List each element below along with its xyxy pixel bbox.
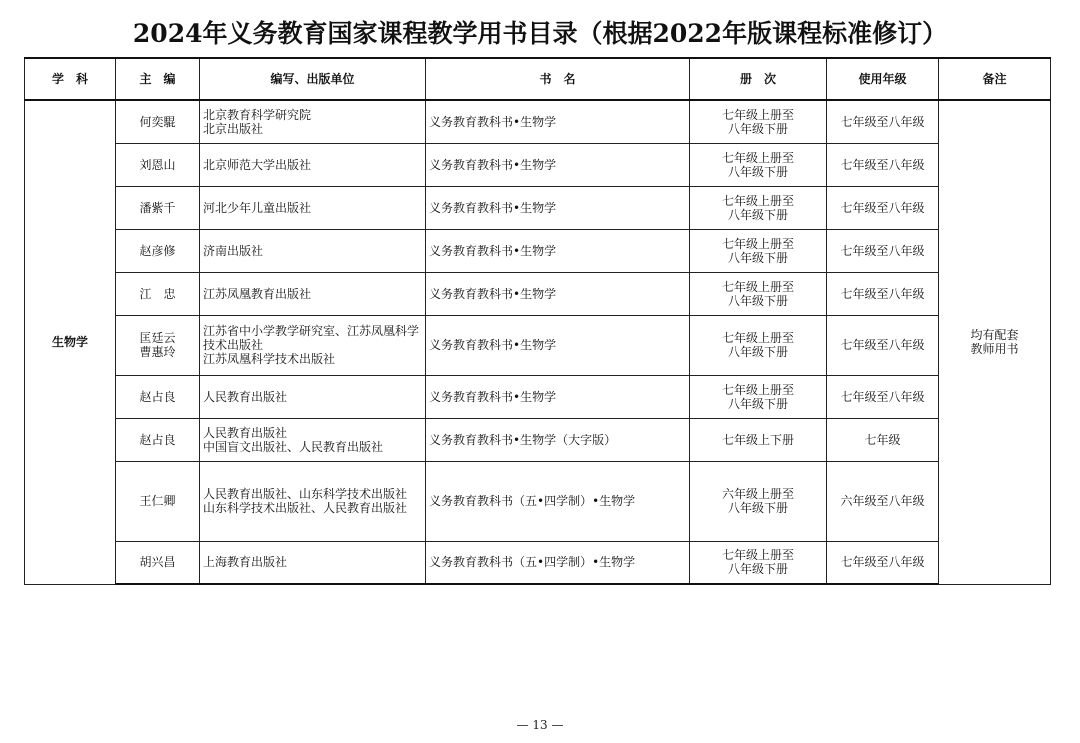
publisher-line: 江苏凤凰教育出版社: [203, 286, 312, 301]
publisher-line: 江苏凤凰科学技术出版社: [203, 352, 336, 366]
volume-cell: [690, 375, 827, 418]
editor-cell: [116, 186, 200, 229]
book-title-cell: 义务教育教科书•生物学: [426, 272, 690, 315]
volume-line: 八年级下册: [727, 345, 788, 359]
volume-cell: [690, 315, 827, 375]
remarks-cell: [939, 100, 1051, 584]
publisher-line: 济南出版社: [203, 243, 264, 258]
header-remarks: 备注: [939, 58, 1051, 100]
table-row: [25, 375, 1051, 418]
publisher-line: 北京师范大学出版社: [203, 157, 312, 172]
editor-cell: [116, 100, 200, 143]
publisher-cell: [200, 272, 426, 315]
publisher-line: 人民教育出版社、山东科学技术出版社: [203, 487, 408, 501]
volume-cell: [690, 541, 827, 584]
table-row: [25, 541, 1051, 584]
publisher-line: 山东科学技术出版社、人民教育出版社: [203, 501, 408, 515]
volume-line: 七年级上册至: [721, 150, 794, 165]
editor-cell: [116, 461, 200, 541]
grade-cell: 七年级至八年级: [827, 315, 939, 375]
page-title: 2024年义务教育国家课程教学用书目录（根据2022年版课程标准修订）: [132, 19, 948, 48]
publisher-line: 中国盲文出版社、人民教育出版社: [203, 439, 384, 454]
volume-line: 八年级下册: [727, 164, 788, 179]
editor-name: 曹惠玲: [139, 345, 176, 359]
header-grade: 使用年级: [827, 58, 939, 100]
volume-cell: [690, 100, 827, 143]
editor-cell: [116, 272, 200, 315]
volume-line: 八年级下册: [727, 562, 788, 577]
volume-cell: [690, 229, 827, 272]
grade-cell: 七年级至八年级: [827, 375, 939, 418]
volume-line: 七年级上册至: [721, 107, 794, 122]
grade-cell: 七年级至八年级: [827, 186, 939, 229]
editor-name: 赵彦修: [139, 243, 176, 258]
publisher-line: 上海教育出版社: [203, 555, 288, 570]
volume-line: 七年级上册至: [721, 382, 794, 397]
volume-line: 八年级下册: [727, 293, 788, 308]
publisher-cell: [200, 229, 426, 272]
volume-line: 七年级上册至: [721, 279, 794, 294]
editor-name: 刘恩山: [139, 157, 176, 172]
table-row: [25, 461, 1051, 541]
volume-line: 八年级下册: [727, 207, 788, 222]
grade-cell: 七年级至八年级: [827, 541, 939, 584]
table-row: [25, 186, 1051, 229]
grade-cell: 七年级至八年级: [827, 229, 939, 272]
volume-cell: [690, 272, 827, 315]
volume-cell: [690, 461, 827, 541]
table-row: [25, 100, 1051, 143]
header-volume: 册 次: [690, 58, 827, 100]
table-row: [25, 143, 1051, 186]
table-row: [25, 418, 1051, 461]
book-title-cell: 义务教育教科书•生物学: [426, 375, 690, 418]
editor-name: 潘紫千: [139, 200, 176, 215]
editor-name: 王仁卿: [139, 494, 176, 508]
grade-cell: 七年级: [827, 418, 939, 461]
table-header-row: [25, 58, 1051, 100]
grade-cell: 七年级至八年级: [827, 143, 939, 186]
book-title-cell: 义务教育教科书•生物学（大字版）: [426, 418, 690, 461]
volume-line: 七年级上册至: [721, 193, 794, 208]
grade-cell: 七年级至八年级: [827, 272, 939, 315]
table-row: [25, 272, 1051, 315]
book-title-cell: 义务教育教科书•生物学: [426, 143, 690, 186]
remarks-line: 教师用书: [970, 342, 1019, 357]
publisher-cell: [200, 186, 426, 229]
remarks-line: 均有配套: [970, 328, 1019, 343]
book-title-cell: 义务教育教科书（五•四学制）•生物学: [426, 461, 690, 541]
volume-cell: [690, 143, 827, 186]
publisher-line: 北京教育科学研究院: [203, 107, 312, 122]
volume-line: 七年级上册至: [721, 236, 794, 251]
editor-cell: [116, 541, 200, 584]
volume-line: 八年级下册: [727, 501, 788, 515]
volume-line: 八年级下册: [727, 250, 788, 265]
header-subject: 学 科: [25, 58, 116, 100]
editor-cell: [116, 143, 200, 186]
publisher-line: 人民教育出版社: [203, 389, 288, 404]
publisher-cell: [200, 100, 426, 143]
publisher-cell: [200, 461, 426, 541]
table-row: [25, 229, 1051, 272]
volume-line: 七年级上册至: [721, 331, 794, 345]
volume-cell: [690, 418, 827, 461]
editor-name: 赵占良: [139, 432, 176, 447]
header-editor: 主 编: [116, 58, 200, 100]
grade-cell: 六年级至八年级: [827, 461, 939, 541]
editor-cell: [116, 418, 200, 461]
page-number: — 13 —: [516, 718, 564, 732]
volume-line: 六年级上册至: [721, 487, 794, 501]
volume-line: 八年级下册: [727, 396, 788, 411]
book-title-cell: 义务教育教科书•生物学: [426, 100, 690, 143]
book-title-cell: 义务教育教科书•生物学: [426, 315, 690, 375]
header-publisher: 编写、出版单位: [200, 58, 426, 100]
header-book-title: 书 名: [426, 58, 690, 100]
editor-name: 江 忠: [139, 286, 176, 301]
volume-line: 七年级上册至: [721, 548, 794, 563]
publisher-cell: [200, 315, 426, 375]
publisher-cell: [200, 143, 426, 186]
editor-name: 胡兴昌: [139, 555, 176, 570]
grade-cell: 七年级至八年级: [827, 100, 939, 143]
publisher-line: 北京出版社: [203, 121, 264, 136]
editor-cell: [116, 229, 200, 272]
book-title-cell: 义务教育教科书•生物学: [426, 186, 690, 229]
publisher-line: 河北少年儿童出版社: [203, 200, 312, 215]
editor-name: 匡廷云: [139, 331, 176, 345]
editor-name: 赵占良: [139, 389, 176, 404]
publisher-cell: [200, 375, 426, 418]
subject-cell: 生物学: [25, 100, 116, 584]
volume-line: 七年级上下册: [721, 432, 794, 447]
textbook-catalog-table: [24, 57, 1051, 585]
volume-cell: [690, 186, 827, 229]
book-title-cell: 义务教育教科书•生物学: [426, 229, 690, 272]
publisher-line: 江苏省中小学教学研究室、江苏凤凰科学技术出版社: [203, 324, 420, 352]
publisher-line: 人民教育出版社: [203, 425, 288, 440]
publisher-cell: [200, 541, 426, 584]
publisher-cell: [200, 418, 426, 461]
editor-name: 何奕騉: [139, 114, 176, 129]
table-row: [25, 315, 1051, 375]
book-title-cell: 义务教育教科书（五•四学制）•生物学: [426, 541, 690, 584]
editor-cell: [116, 315, 200, 375]
volume-line: 八年级下册: [727, 121, 788, 136]
editor-cell: [116, 375, 200, 418]
